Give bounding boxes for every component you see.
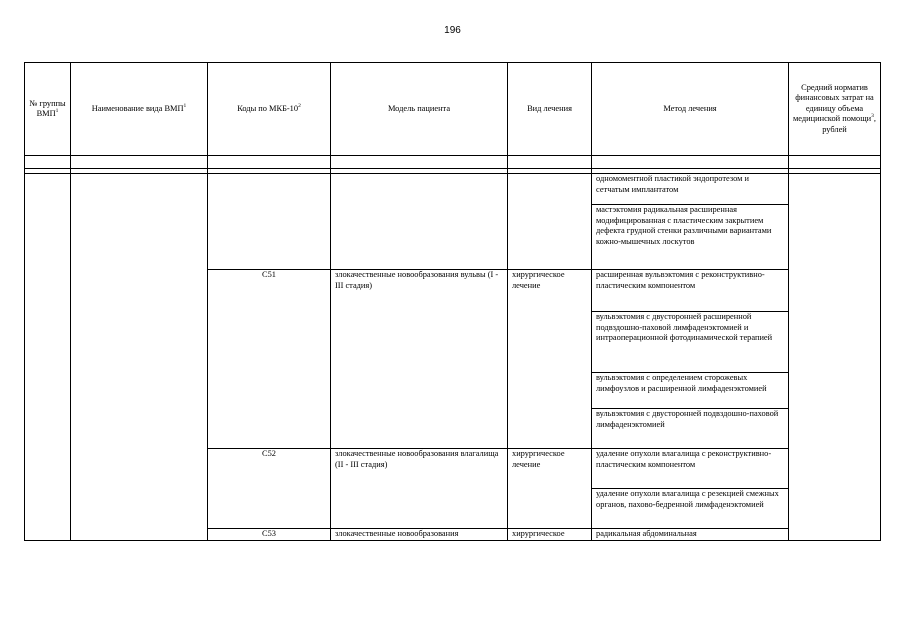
treatment-method-cell: мастэктомия радикальная расширенная модифицированная с пластическим закрытием дефекта грудной стенки различными вариантами кожно-мышечных лоскутов	[592, 205, 789, 270]
icd-code-cell: C52	[208, 449, 331, 529]
icd-code-cell	[208, 174, 331, 270]
treatment-method-cell: вульвэктомия с двусторонней подвздошно-паховой лимфаденэктомией	[592, 409, 789, 449]
table-row	[25, 174, 881, 205]
treatment-type-cell: хирургическое	[508, 529, 592, 541]
icd-code-cell: C53	[208, 529, 331, 541]
table-header-row	[25, 63, 881, 156]
treatment-method-cell: одномоментной пластикой эндопротезом и сетчатым имплантатом	[592, 174, 789, 205]
icd-code-cell: C51	[208, 270, 331, 449]
page-number: 196	[444, 25, 461, 36]
header-vmp-name: Наименование вида ВМП$^1$	[71, 63, 208, 156]
header-average-cost: Средний норматив финансовых затрат на единицу объема медицинской помощи$^3$, рублей	[789, 63, 881, 156]
header-group-number: № группы ВМП$^1$	[25, 63, 71, 156]
patient-model-cell: злокачественные новообразования влагалища (II - III стадия)	[331, 449, 508, 529]
header-treatment-type: Вид лечения	[508, 63, 592, 156]
column-number-row	[25, 156, 881, 169]
treatment-method-cell: вульвэктомия с определением сторожевых лимфоузлов и расширенной лимфаденэктомией	[592, 373, 789, 409]
group-number-cell	[25, 174, 71, 541]
header-patient-model: Модель пациента	[331, 63, 508, 156]
header-treatment-method: Метод лечения	[592, 63, 789, 156]
patient-model-cell: злокачественные новообразования	[331, 529, 508, 541]
treatment-method-cell: удаление опухоли влагалища с резекцией смежных органов, пахово-бедренной лимфаденэктомией	[592, 489, 789, 529]
treatment-type-cell: хирургическое лечение	[508, 270, 592, 449]
patient-model-cell: злокачественные новообразования вульвы (I - III стадия)	[331, 270, 508, 449]
treatment-method-cell: расширенная вульвэктомия с реконструктивно-пластическим компонентом	[592, 270, 789, 312]
patient-model-cell	[331, 174, 508, 270]
treatment-method-cell: вульвэктомия с двусторонней расширенной подвздошно-паховой лимфаденэктомией и интраоперационной фотодинамической терапией	[592, 312, 789, 373]
average-cost-cell	[789, 174, 881, 541]
treatment-type-cell	[508, 174, 592, 270]
treatment-method-cell: радикальная абдоминальная	[592, 529, 789, 541]
vmp-table	[24, 62, 881, 541]
vmp-name-cell	[71, 174, 208, 541]
treatment-method-cell: удаление опухоли влагалища с реконструктивно-пластическим компонентом	[592, 449, 789, 489]
treatment-type-cell: хирургическое лечение	[508, 449, 592, 529]
header-icd-codes: Коды по МКБ-$10^2$	[208, 63, 331, 156]
